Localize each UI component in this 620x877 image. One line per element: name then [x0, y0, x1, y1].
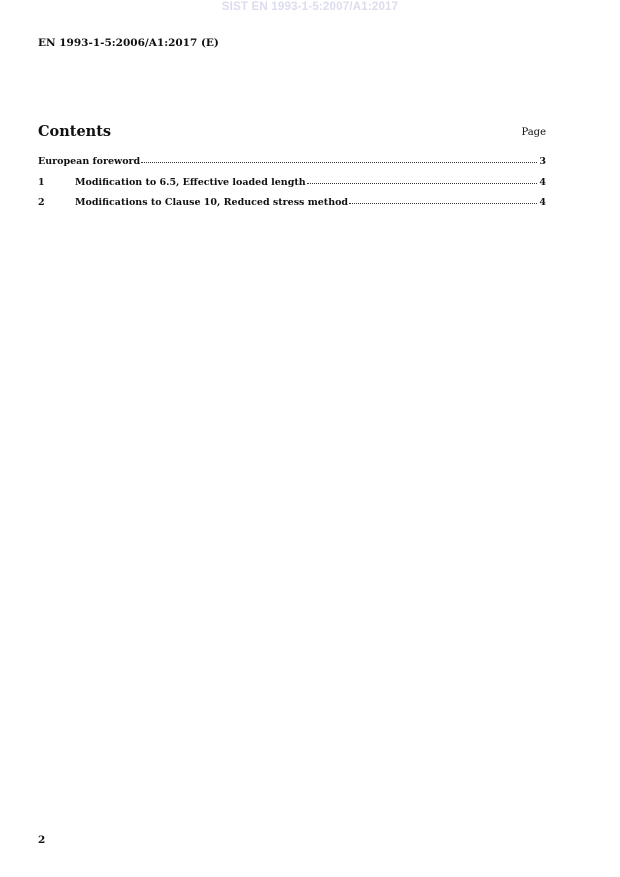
toc-entry-title: Modification to 6.5, Effective loaded length	[75, 176, 306, 188]
toc-leader-dots	[349, 203, 537, 204]
toc-entry-2[interactable]	[38, 197, 546, 218]
toc-entry-page: 4	[539, 197, 546, 208]
page-column-label: Page	[521, 127, 546, 138]
toc-entry-number: 2	[38, 197, 45, 208]
contents-heading: Contents	[38, 123, 112, 140]
watermark: SIST EN 1993-1-5:2007/A1:2017	[221, 1, 399, 13]
toc-entry-page: 4	[539, 176, 546, 188]
toc-entry-european-foreword[interactable]	[38, 156, 546, 177]
toc-entry-number: 1	[38, 176, 45, 188]
toc-entry-1[interactable]	[38, 177, 546, 198]
toc-entry-title: European foreword	[38, 156, 141, 167]
toc-entry-page: 3	[539, 156, 546, 167]
document-id: EN 1993-1-5:2006/A1:2017 (E)	[38, 37, 219, 49]
page-number: 2	[38, 834, 46, 846]
toc-entry-title: Modifications to Clause 10, Reduced stress method	[75, 197, 349, 208]
toc-leader-dots	[307, 183, 538, 184]
table-of-contents	[38, 156, 546, 218]
toc-leader-dots	[141, 162, 537, 163]
